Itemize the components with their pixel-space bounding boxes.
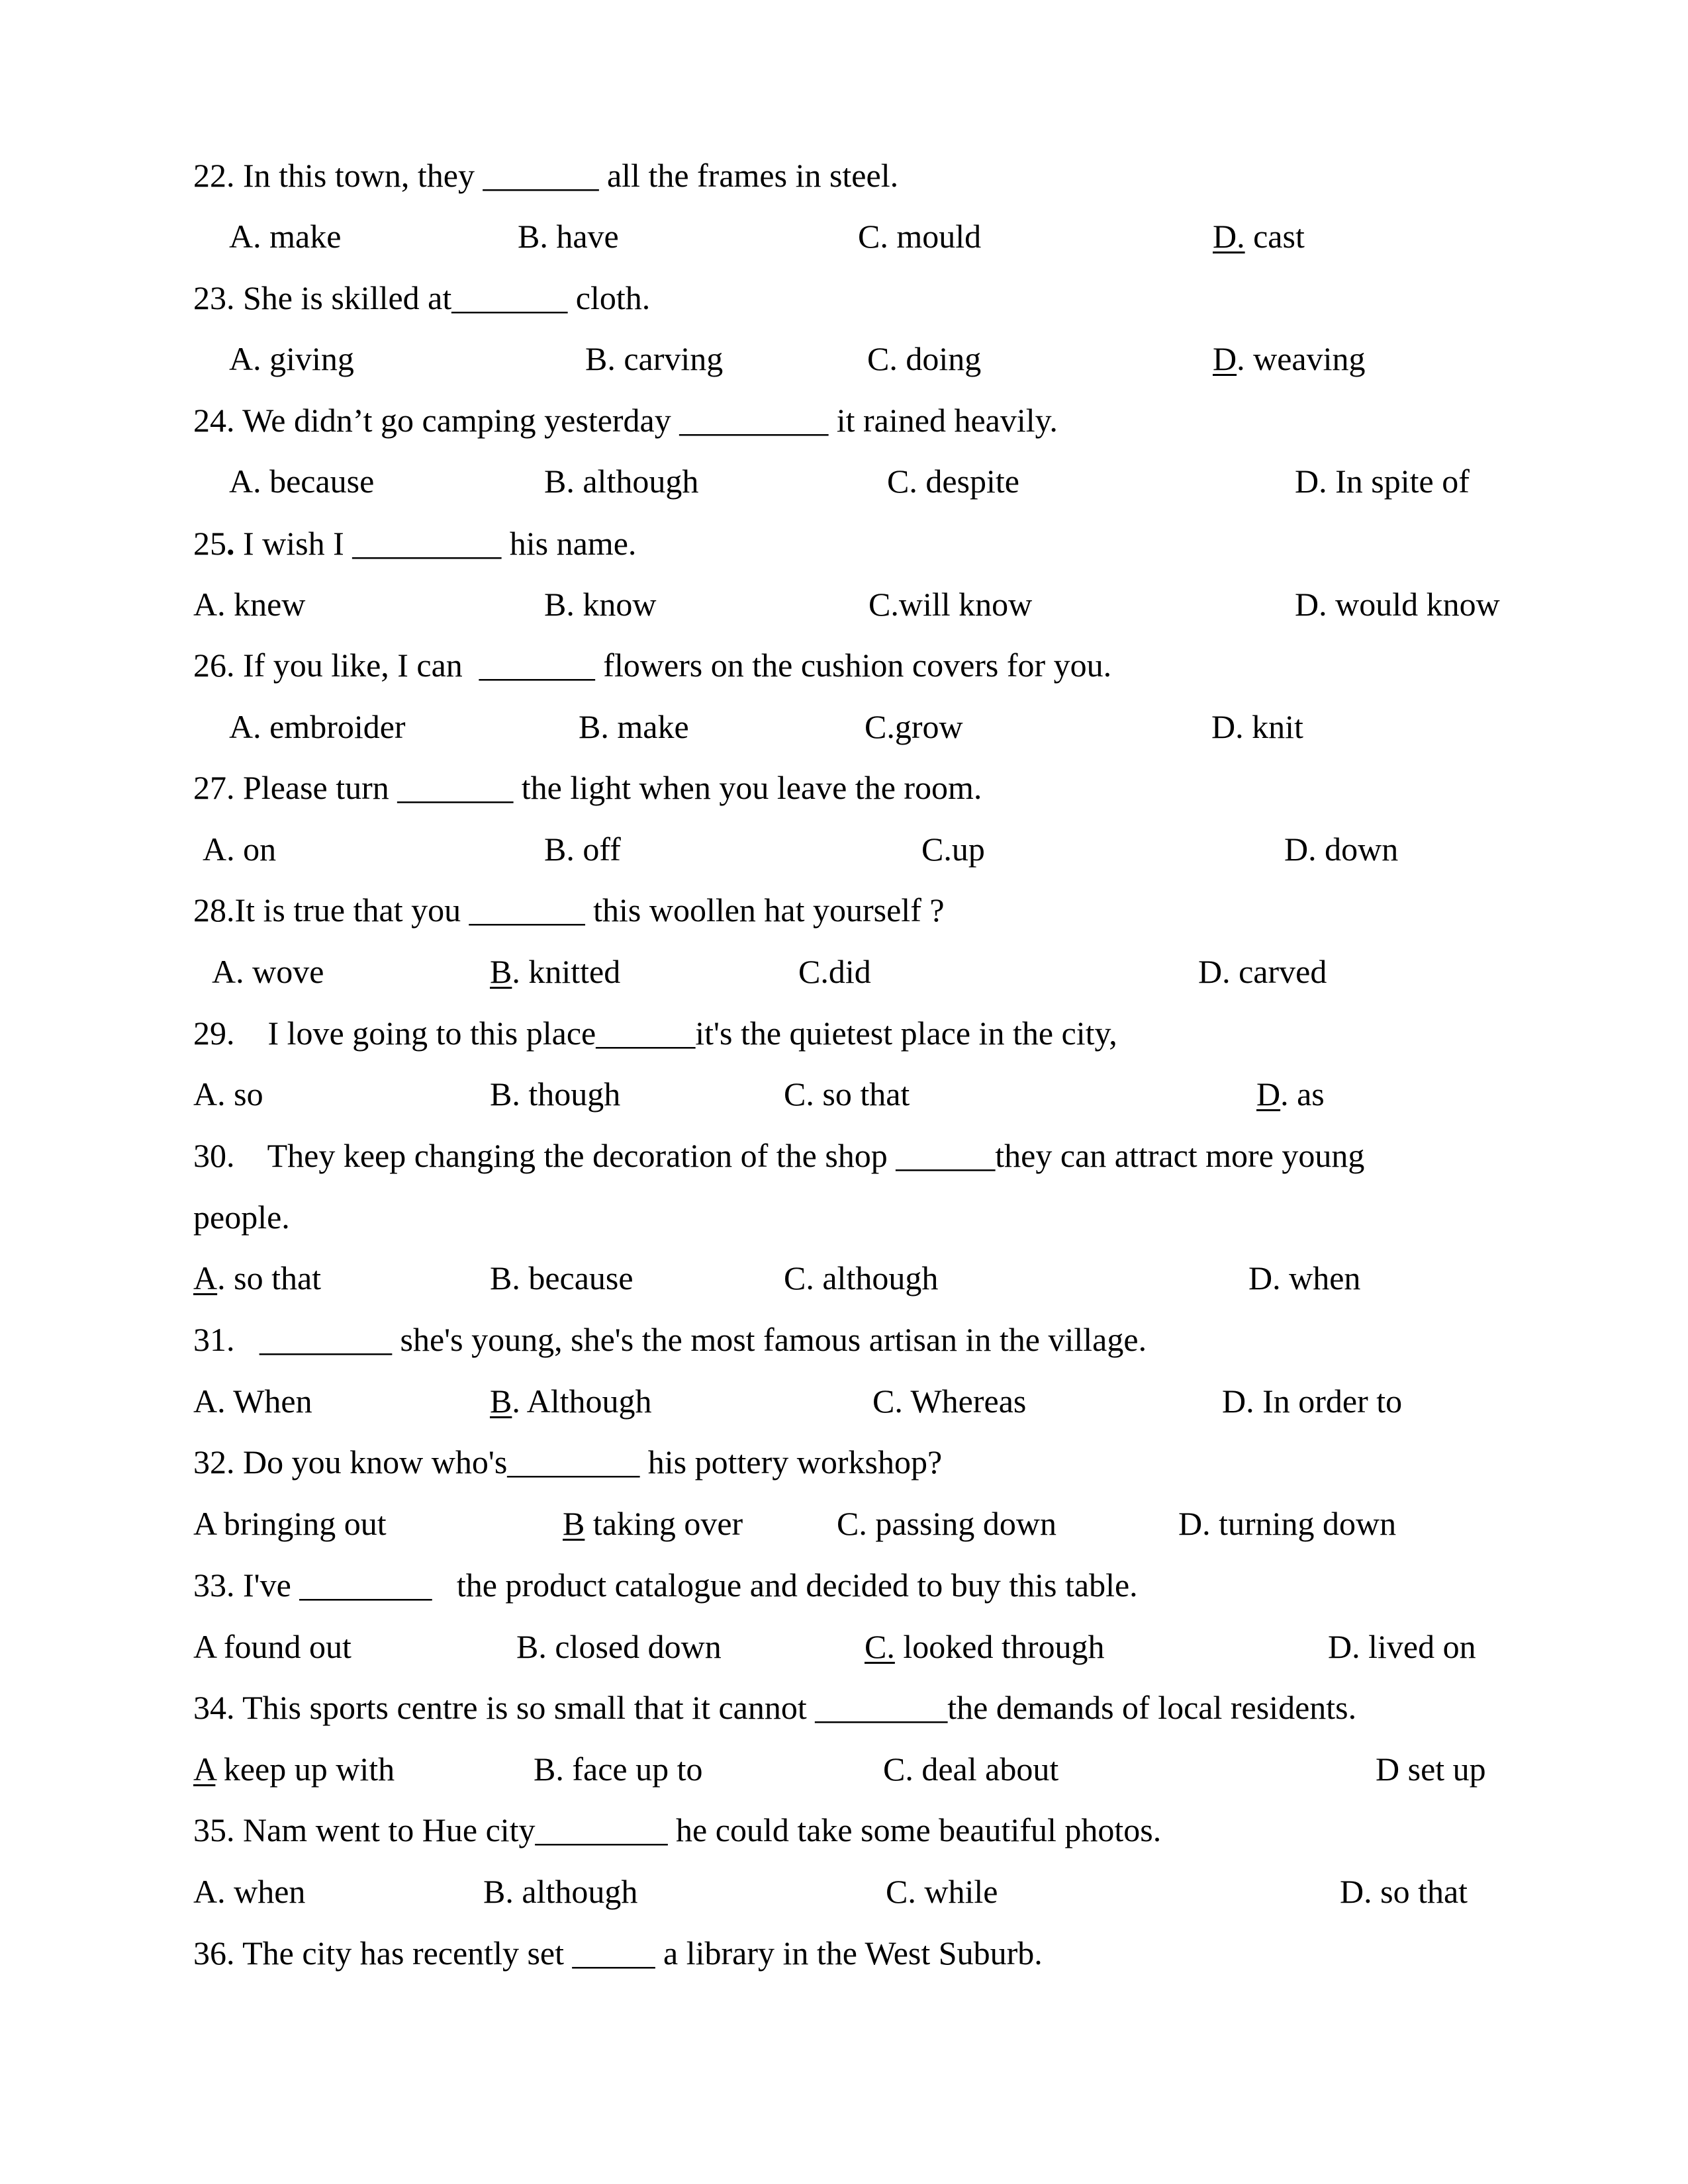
- question-25-option-a: A. knew: [193, 586, 306, 623]
- question-25-option-d: D. would know: [1295, 586, 1500, 623]
- question-35-option-b: B. although: [483, 1873, 638, 1910]
- question-35-option-c: C. while: [886, 1873, 998, 1910]
- answer-mark: B: [490, 953, 512, 990]
- question-30-stem-continued: people.: [193, 1199, 290, 1236]
- question-32-option-c: C. passing down: [837, 1505, 1056, 1542]
- question-26-stem: 26. If you like, I can _______ flowers on the cushion covers for you.: [193, 647, 1112, 684]
- question-23-option-c: C. doing: [867, 340, 982, 377]
- question-26-option-b: B. make: [579, 708, 689, 745]
- question-24-option-d: D. In spite of: [1295, 463, 1470, 500]
- question-28-option-d: D. carved: [1198, 953, 1327, 990]
- question-34-option-a: A keep up with: [193, 1751, 395, 1788]
- question-23-option-a: A. giving: [229, 340, 354, 377]
- question-26-option-c: C.grow: [865, 708, 963, 745]
- question-29-stem: 29. I love going to this place______it's the quietest place in the city,: [193, 1015, 1117, 1052]
- question-27-option-d: D. down: [1284, 831, 1399, 868]
- question-31-option-b: B. Although: [490, 1383, 652, 1420]
- answer-mark: B: [563, 1505, 585, 1542]
- question-23-option-d: D. weaving: [1213, 340, 1366, 377]
- question-23-option-b: B. carving: [585, 340, 724, 377]
- question-25-stem: 25. I wish I _________ his name.: [193, 525, 637, 562]
- question-26-option-a: A. embroider: [229, 708, 406, 745]
- question-22-option-d: D. cast: [1213, 218, 1305, 255]
- answer-mark: A: [193, 1751, 216, 1788]
- question-33-option-c: C. looked through: [865, 1628, 1105, 1665]
- question-29-option-d: D. as: [1256, 1075, 1325, 1113]
- answer-mark: A: [193, 1259, 218, 1297]
- question-30-option-c: C. although: [784, 1259, 939, 1297]
- question-34-option-c: C. deal about: [883, 1751, 1059, 1788]
- answer-mark: D.: [1213, 218, 1245, 255]
- question-29-option-b: B. though: [490, 1075, 621, 1113]
- question-31-option-c: C. Whereas: [872, 1383, 1027, 1420]
- answer-mark: B: [490, 1383, 512, 1420]
- question-27-option-b: B. off: [544, 831, 621, 868]
- question-23-stem: 23. She is skilled at_______ cloth.: [193, 279, 651, 316]
- question-34-option-b: B. face up to: [534, 1751, 703, 1788]
- question-27-stem: 27. Please turn _______ the light when you leave the room.: [193, 769, 982, 806]
- question-22-option-c: C. mould: [858, 218, 982, 255]
- question-32-option-d: D. turning down: [1178, 1505, 1397, 1542]
- question-34-option-d: D set up: [1376, 1751, 1486, 1788]
- question-31-option-d: D. In order to: [1222, 1383, 1403, 1420]
- question-29-option-a: A. so: [193, 1075, 263, 1113]
- question-24-option-b: B. although: [544, 463, 699, 500]
- question-25-option-b: B. know: [544, 586, 657, 623]
- answer-mark: D: [1256, 1075, 1281, 1113]
- question-25-option-c: C.will know: [868, 586, 1033, 623]
- question-28-option-a: A. wove: [212, 953, 324, 990]
- question-34-stem: 34. This sports centre is so small that it cannot ________the demands of local residents.: [193, 1689, 1357, 1726]
- question-31-stem: 31. ________ she's young, she's the most famous artisan in the village.: [193, 1321, 1147, 1358]
- question-30-option-a: A. so that: [193, 1259, 322, 1297]
- question-33-option-d: D. lived on: [1328, 1628, 1476, 1665]
- question-36-stem: 36. The city has recently set _____ a library in the West Suburb.: [193, 1934, 1043, 1972]
- question-30-stem: 30. They keep changing the decoration of the shop ______they can attract more young: [193, 1137, 1365, 1174]
- question-28-option-b: B. knitted: [490, 953, 621, 990]
- answer-mark: D: [1213, 340, 1237, 377]
- question-30-option-b: B. because: [490, 1259, 633, 1297]
- question-27-option-a: A. on: [203, 831, 277, 868]
- question-22-option-b: B. have: [518, 218, 619, 255]
- question-22-option-a: A. make: [229, 218, 342, 255]
- question-28-option-c: C.did: [798, 953, 871, 990]
- question-24-option-c: C. despite: [887, 463, 1019, 500]
- question-32-option-a: A bringing out: [193, 1505, 387, 1542]
- question-24-option-a: A. because: [229, 463, 375, 500]
- question-27-option-c: C.up: [921, 831, 985, 868]
- question-28-stem: 28.It is true that you _______ this woollen hat yourself ?: [193, 891, 945, 929]
- question-35-option-a: A. when: [193, 1873, 306, 1910]
- question-31-option-a: A. When: [193, 1383, 312, 1420]
- question-32-option-b: B taking over: [563, 1505, 743, 1542]
- question-29-option-c: C. so that: [784, 1075, 910, 1113]
- question-24-stem: 24. We didn’t go camping yesterday _________ it rained heavily.: [193, 402, 1058, 439]
- question-30-option-d: D. when: [1248, 1259, 1361, 1297]
- question-26-option-d: D. knit: [1211, 708, 1303, 745]
- question-35-stem: 35. Nam went to Hue city________ he could take some beautiful photos.: [193, 1811, 1162, 1848]
- question-33-option-b: B. closed down: [516, 1628, 722, 1665]
- question-32-stem: 32. Do you know who's________ his pottery workshop?: [193, 1443, 943, 1480]
- question-22-stem: 22. In this town, they _______ all the frames in steel.: [193, 157, 899, 194]
- question-33-option-a: A found out: [193, 1628, 352, 1665]
- question-33-stem: 33. I've ________ the product catalogue and decided to buy this table.: [193, 1567, 1138, 1604]
- answer-mark: C.: [865, 1628, 895, 1665]
- question-35-option-d: D. so that: [1340, 1873, 1468, 1910]
